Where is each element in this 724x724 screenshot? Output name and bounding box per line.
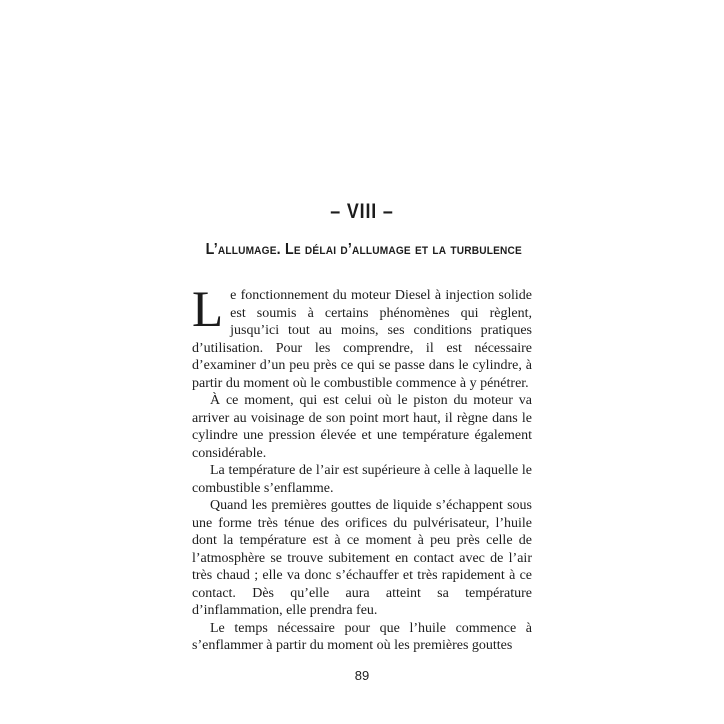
page-number: 89 xyxy=(354,667,370,683)
paragraph-5: Le temps nécessaire pour que l’huile commence à s’enflammer à partir du moment où les premières gouttes xyxy=(192,620,532,653)
paragraph-2: À ce moment, qui est celui où le piston du moteur va arriver au voisinage de son point mort haut, il règne dans le cylindre une pression élevée et une température également considérable. xyxy=(192,393,532,461)
paragraph-4: Quand les premières gouttes de liquide s’échappent sous une forme très ténue des orifices du pulvérisateur, l’huile dont la température est à ce moment à peu près celle de l’atmosphère se trouve subitement en contact avec de l’air très chaud ; elle va donc s’échauffer et très rapidement à ce contact. Dès qu’elle aura atteint sa température d’inflammation, elle prendra feu. xyxy=(192,498,532,618)
paragraph-3: La température de l’air est supérieure à celle à laquelle le combustible s’enflamme. xyxy=(192,463,532,496)
body-text xyxy=(192,282,532,655)
drop-cap: L xyxy=(192,282,224,338)
paragraph-1 xyxy=(192,282,532,392)
chapter-title: L’allumage. Le délai d’allumage et la turbulence xyxy=(205,241,522,258)
text-column xyxy=(192,0,532,683)
chapter-number: – VIII – xyxy=(330,200,394,223)
paragraph-1-text: e fonctionnement du moteur Diesel à injection solide est soumis à certains phénomènes qui règlent, jusqu’ici tout au moins, ses conditions pratiques d’utilisation. Pour les comprendre, il est nécessaire d’examiner d’un peu près ce qui se passe dans le cylindre, à partir du moment où le combustible commence à y pénétrer. xyxy=(192,288,532,391)
